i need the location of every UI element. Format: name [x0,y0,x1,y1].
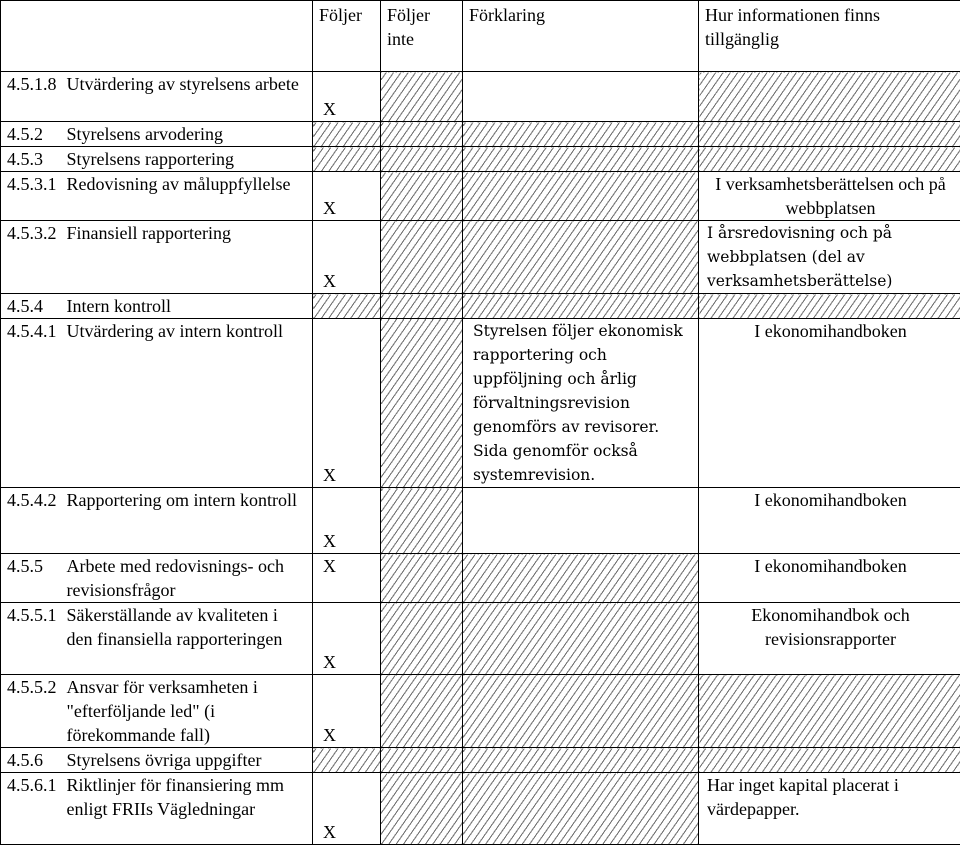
foljer-cell: X [313,172,381,221]
foljer-inte-cell [381,147,463,172]
row-number: 4.5.3.1 [1,172,65,221]
foljer-inte-cell [381,603,463,675]
header-hur: Hur informationen finns tillgänglig [699,1,960,72]
row-title: Arbete med redovisnings- och revisionsfrågor [65,554,313,603]
foljer-cell: X [313,675,381,748]
hur-cell [699,294,960,319]
row-title: Styrelsens övriga uppgifter [65,748,313,773]
forklaring-cell [463,147,699,172]
forklaring-cell [463,773,699,845]
hur-cell [699,675,960,748]
row-number: 4.5.2 [1,122,65,147]
hur-cell: Ekonomihandbok och revisionsrapporter [699,603,960,675]
row-title: Säkerställande av kvaliteten i den finansiella rapporteringen [65,603,313,675]
table-row [1,319,960,488]
forklaring-cell: Styrelsen följer ekonomisk rapportering och uppföljning och årlig förvaltningsrevision genomförs av revisorer. Sida genomför också systemrevision. [463,319,699,488]
row-number: 4.5.5.2 [1,675,65,748]
foljer-cell: X [313,72,381,122]
table-row [1,221,960,294]
forklaring-cell [463,554,699,603]
forklaring-cell [463,488,699,554]
row-title: Styrelsens arvodering [65,122,313,147]
row-title: Ansvar för verksamheten i "efterföljande led" (i förekommande fall) [65,675,313,748]
forklaring-cell [463,603,699,675]
row-number: 4.5.5.1 [1,603,65,675]
header-row [1,1,960,72]
row-title: Utvärdering av intern kontroll [65,319,313,488]
header-forklaring: Förklaring [463,1,699,72]
hur-cell: I verksamhetsberättelsen och på webbplatsen [699,172,960,221]
foljer-inte-cell [381,554,463,603]
foljer-inte-cell [381,675,463,748]
forklaring-cell [463,72,699,122]
row-number: 4.5.3 [1,147,65,172]
row-number: 4.5.1.8 [1,72,65,122]
foljer-inte-cell [381,221,463,294]
foljer-inte-cell [381,773,463,845]
row-title: Intern kontroll [65,294,313,319]
foljer-inte-cell [381,122,463,147]
forklaring-cell [463,172,699,221]
foljer-inte-cell [381,488,463,554]
foljer-inte-cell [381,319,463,488]
foljer-cell: X [313,554,381,603]
table-row [1,172,960,221]
header-foljer: Följer [313,1,381,72]
foljer-cell: X [313,603,381,675]
foljer-cell: X [313,773,381,845]
table-row [1,603,960,675]
table-row [1,488,960,554]
hur-cell: I årsredovisning och på webbplatsen (del av verksamhetsberättelse) [699,221,960,294]
hur-cell [699,122,960,147]
foljer-inte-cell [381,748,463,773]
forklaring-cell [463,675,699,748]
table-row [1,773,960,845]
row-title: Styrelsens rapportering [65,147,313,172]
foljer-cell [313,122,381,147]
foljer-cell [313,748,381,773]
hur-cell: I ekonomihandboken [699,319,960,488]
table-row [1,72,960,122]
header-empty-cell [1,1,313,72]
table-row [1,554,960,603]
forklaring-cell [463,221,699,294]
foljer-cell: X [313,221,381,294]
row-number: 4.5.4.2 [1,488,65,554]
header-foljer-inte: Följer inte [381,1,463,72]
table-row [1,122,960,147]
hur-cell: Har inget kapital placerat i värdepapper. [699,773,960,845]
hur-cell [699,147,960,172]
foljer-inte-cell [381,294,463,319]
row-number: 4.5.4.1 [1,319,65,488]
row-title: Riktlinjer för finansiering mm enligt FRIIs Vägledningar [65,773,313,845]
forklaring-cell [463,748,699,773]
row-title: Finansiell rapportering [65,221,313,294]
table-row [1,675,960,748]
foljer-inte-cell [381,72,463,122]
forklaring-cell [463,294,699,319]
table-row [1,748,960,773]
foljer-cell [313,294,381,319]
foljer-cell: X [313,488,381,554]
row-title: Utvärdering av styrelsens arbete [65,72,313,122]
row-number: 4.5.4 [1,294,65,319]
hur-cell: I ekonomihandboken [699,488,960,554]
row-number: 4.5.6 [1,748,65,773]
table-row [1,294,960,319]
hur-cell [699,72,960,122]
forklaring-cell [463,122,699,147]
foljer-cell: X [313,319,381,488]
row-title: Rapportering om intern kontroll [65,488,313,554]
foljer-cell [313,147,381,172]
row-number: 4.5.6.1 [1,773,65,845]
foljer-inte-cell [381,172,463,221]
hur-cell: I ekonomihandboken [699,554,960,603]
row-number: 4.5.5 [1,554,65,603]
row-title: Redovisning av måluppfyllelse [65,172,313,221]
table-row [1,147,960,172]
row-number: 4.5.3.2 [1,221,65,294]
hur-cell [699,748,960,773]
